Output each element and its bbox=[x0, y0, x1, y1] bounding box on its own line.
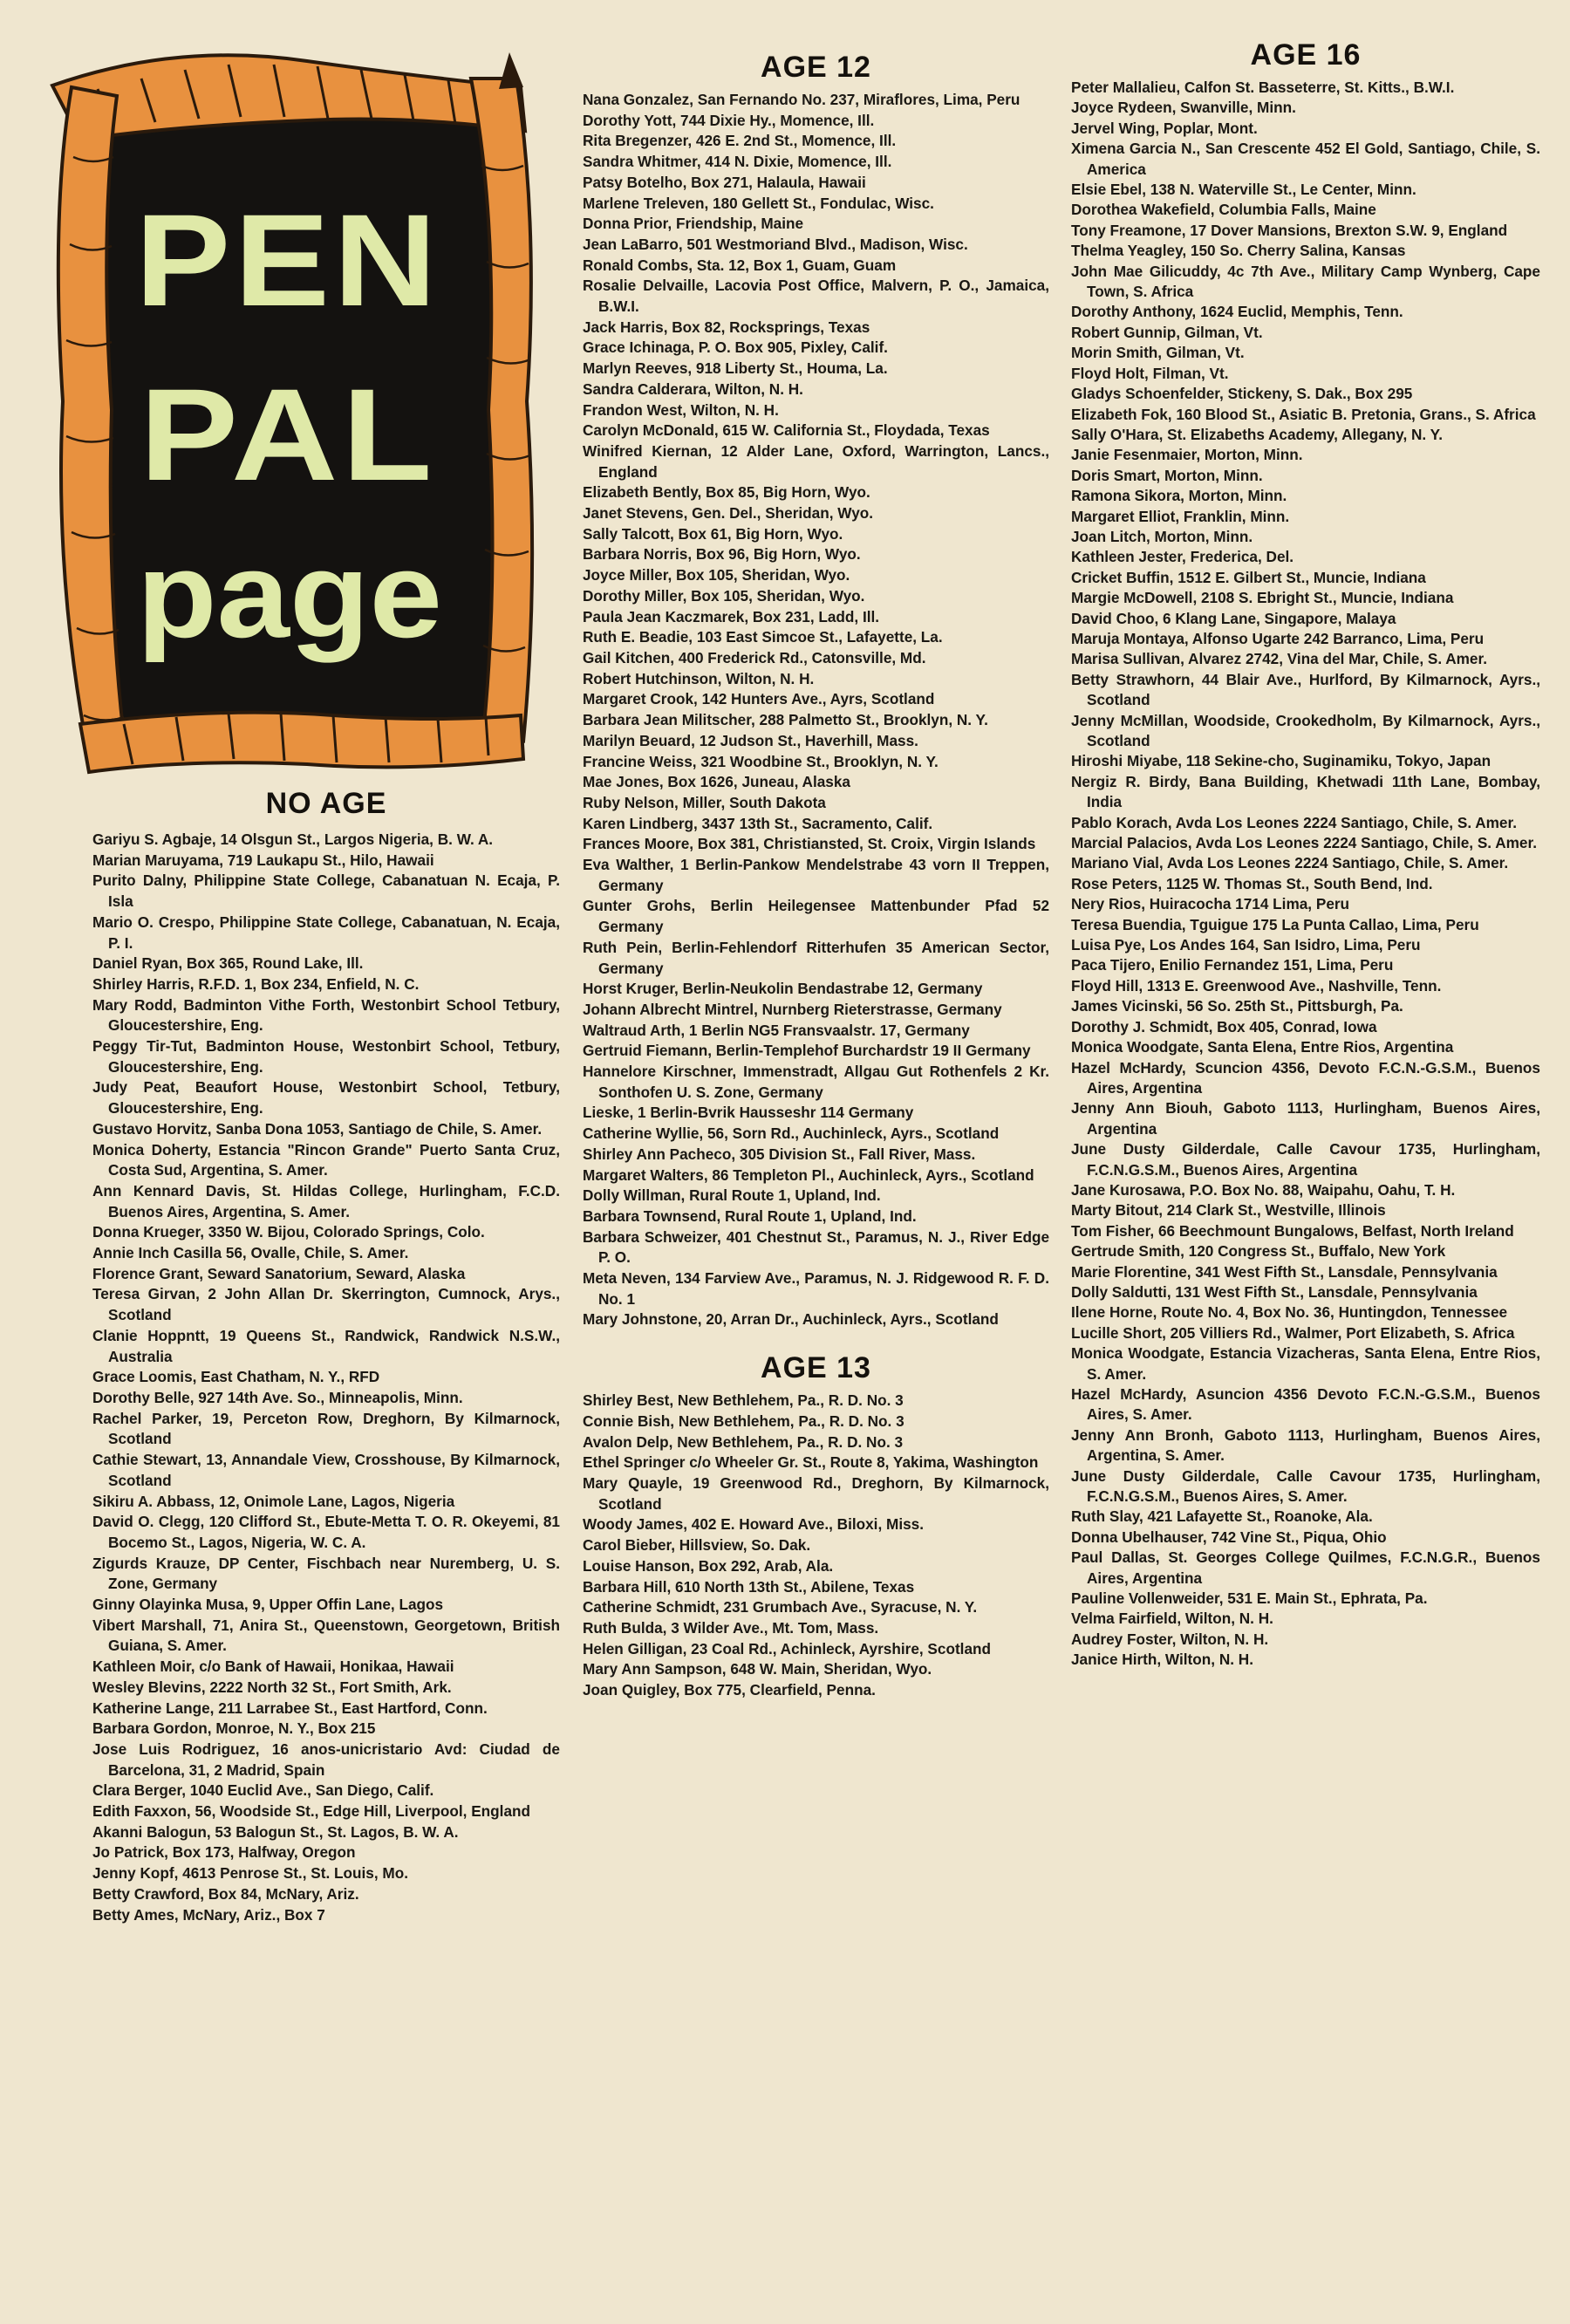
pen-pal-entry: Barbara Hill, 610 North 13th St., Abilene, Texas bbox=[583, 1577, 915, 1596]
pen-pal-entry: Margaret Walters, 86 Templeton Pl., Auchinleck, Ayrs., Scotland bbox=[583, 1165, 1034, 1184]
age-16-heading: AGE 16 bbox=[1250, 38, 1362, 72]
pen-pal-entry: Marcial Palacios, Avda Los Leones 2224 Santiago, Chile, S. Amer. bbox=[1071, 834, 1537, 852]
pen-pal-entry: Jean LaBarro, 501 Westmoriand Blvd., Madison, Wisc. bbox=[583, 235, 968, 253]
pen-pal-entry: Jervel Wing, Poplar, Mont. bbox=[1071, 119, 1258, 137]
pen-pal-entry: Teresa Girvan, 2 John Allan Dr. Skerrington, Cumnock, Arys., Scotland bbox=[92, 1285, 560, 1324]
pen-pal-entry: Sandra Whitmer, 414 N. Dixie, Momence, Ill. bbox=[583, 153, 892, 171]
pen-pal-entry: Rachel Parker, 19, Perceton Row, Dreghorn, By Kilmarnock, Scotland bbox=[92, 1409, 560, 1448]
pen-pal-entry: Katherine Lange, 211 Larrabee St., East Hartford, Conn. bbox=[92, 1699, 488, 1717]
pen-pal-entry: Mary Johnstone, 20, Arran Dr., Auchinleck, Ayrs., Scotland bbox=[583, 1310, 999, 1329]
pen-pal-entry: Clara Berger, 1040 Euclid Ave., San Diego, Calif. bbox=[92, 1781, 434, 1800]
pen-pal-entry: Marian Maruyama, 719 Laukapu St., Hilo, Hawaii bbox=[92, 851, 434, 869]
pen-pal-entry: Ruth E. Beadie, 103 East Simcoe St., Lafayette, La. bbox=[583, 628, 943, 646]
pen-pal-entry: Ronald Combs, Sta. 12, Box 1, Guam, Guam bbox=[583, 256, 897, 274]
pen-pal-entry: Kathleen Jester, Frederica, Del. bbox=[1071, 548, 1294, 566]
pen-pal-entry: Sandra Calderara, Wilton, N. H. bbox=[583, 379, 803, 398]
pen-pal-entry: Betty Crawford, Box 84, McNary, Ariz. bbox=[92, 1884, 359, 1903]
pen-pal-entry: Tony Freamone, 17 Dover Mansions, Brexton S.W. 9, England bbox=[1071, 221, 1508, 239]
pen-pal-entry: Paul Dallas, St. Georges College Quilmes, F.C.N.G.R., Buenos Aires, Argentina bbox=[1071, 1548, 1540, 1587]
pen-pal-entry: Hazel McHardy, Scuncion 4356, Devoto F.C.N.-G.S.M., Buenos Aires, Argentina bbox=[1071, 1058, 1540, 1097]
age-13-list bbox=[583, 1391, 1049, 1701]
pen-pal-entry: Mary Rodd, Badminton Vithe Forth, Westonbirt School Tetbury, Gloucestershire, Eng. bbox=[92, 995, 560, 1035]
pen-pal-entry: Maruja Montaya, Alfonso Ugarte 242 Barranco, Lima, Peru bbox=[1071, 629, 1485, 647]
pen-pal-entry: Ximena Garcia N., San Crescente 452 El Gold, Santiago, Chile, S. America bbox=[1071, 140, 1540, 178]
pen-pal-entry: Akanni Balogun, 53 Balogun St., St. Lagos, B. W. A. bbox=[92, 1822, 459, 1841]
pen-pal-entry: Peggy Tir-Tut, Badminton House, Westonbirt School, Tetbury, Gloucestershire, Eng. bbox=[92, 1037, 560, 1076]
pen-pal-entry: Velma Fairfield, Wilton, N. H. bbox=[1071, 1610, 1273, 1628]
pen-pal-entry: Mariano Vial, Avda Los Leones 2224 Santiago, Chile, S. Amer. bbox=[1071, 854, 1509, 872]
age-16-section bbox=[1071, 38, 1540, 1671]
pen-pal-entry: Pablo Korach, Avda Los Leones 2224 Santiago, Chile, S. Amer. bbox=[1071, 813, 1517, 831]
pen-pal-entry: Dorothy Yott, 744 Dixie Hy., Momence, Ill. bbox=[583, 111, 875, 129]
pen-pal-entry: Ginny Olayinka Musa, 9, Upper Offin Lane, Lagos bbox=[92, 1596, 444, 1614]
age-12-13-column bbox=[583, 51, 1049, 1701]
pen-pal-entry: Avalon Delp, New Bethlehem, Pa., R. D. No. 3 bbox=[583, 1432, 904, 1451]
pen-pal-entry: Ramona Sikora, Morton, Minn. bbox=[1071, 487, 1287, 505]
pen-pal-entry: Barbara Schweizer, 401 Chestnut St., Paramus, N. J., River Edge P. O. bbox=[583, 1227, 1049, 1267]
pen-pal-entry: Florence Grant, Seward Sanatorium, Seward, Alaska bbox=[92, 1264, 466, 1282]
pen-pal-entry: Grace Ichinaga, P. O. Box 905, Pixley, Calif. bbox=[583, 338, 888, 357]
pen-pal-entry: Joyce Miller, Box 105, Sheridan, Wyo. bbox=[583, 566, 850, 584]
pen-pal-entry: Frances Moore, Box 381, Christiansted, St. Croix, Virgin Islands bbox=[583, 835, 1036, 853]
pen-pal-entry: Monica Woodgate, Santa Elena, Entre Rios, Argentina bbox=[1071, 1038, 1454, 1056]
age-12-heading: AGE 12 bbox=[761, 51, 871, 84]
pen-pal-entry: Teresa Buendia, Tguigue 175 La Punta Callao, Lima, Peru bbox=[1071, 915, 1479, 933]
pen-pal-entry: Woody James, 402 E. Howard Ave., Biloxi, Miss. bbox=[583, 1515, 924, 1534]
pen-pal-entry: Ann Kennard Davis, St. Hildas College, Hurlingham, F.C.D. Buenos Aires, Argentina, S. Amer. bbox=[92, 1181, 560, 1220]
pen-pal-entry: Cathie Stewart, 13, Annandale View, Crosshouse, By Kilmarnock, Scotland bbox=[92, 1451, 560, 1489]
pen-pal-entry: June Dusty Gilderdale, Calle Cavour 1735, Hurlingham, F.C.N.G.S.M., Buenos Aires, Argentina bbox=[1071, 1140, 1540, 1179]
pen-pal-entry: Shirley Best, New Bethlehem, Pa., R. D. No. 3 bbox=[583, 1391, 904, 1410]
no-age-list bbox=[92, 830, 560, 1925]
pen-pal-entry: Joan Litch, Morton, Minn. bbox=[1071, 527, 1253, 545]
pen-pal-entry: Margaret Elliot, Franklin, Minn. bbox=[1071, 507, 1290, 525]
pen-pal-entry: Nana Gonzalez, San Fernando No. 237, Miraflores, Lima, Peru bbox=[583, 91, 1020, 108]
pen-pal-entry: Vibert Marshall, 71, Anira St., Queenstown, Georgetown, British Guiana, S. Amer. bbox=[92, 1616, 560, 1655]
pen-pal-entry: Luisa Pye, Los Andes 164, San Isidro, Lima, Peru bbox=[1071, 936, 1421, 954]
pen-pal-entry: Rose Peters, 1125 W. Thomas St., South Bend, Ind. bbox=[1071, 874, 1433, 892]
pen-pal-entry: Ruth Pein, Berlin-Fehlendorf Ritterhufen 35 American Sector, Germany bbox=[583, 938, 1049, 977]
pen-pal-entry: Margie McDowell, 2108 S. Ebright St., Muncie, Indiana bbox=[1071, 589, 1454, 607]
pen-pal-entry: Eva Walther, 1 Berlin-Pankow Mendelstrabe 43 vorn II Treppen, Germany bbox=[583, 856, 1049, 894]
pen-pal-entry: Jenny Ann Biouh, Gaboto 1113, Hurlingham, Buenos Aires, Argentina bbox=[1071, 1099, 1540, 1138]
pen-pal-entry: Sally Talcott, Box 61, Big Horn, Wyo. bbox=[583, 524, 843, 543]
pen-pal-entry: Jose Luis Rodriguez, 16 anos-unicristario Avd: Ciudad de Barcelona, 31, 2 Madrid, Spain bbox=[92, 1740, 560, 1779]
pen-pal-entry: Janet Stevens, Gen. Del., Sheridan, Wyo. bbox=[583, 504, 874, 523]
pen-pal-entry: Barbara Norris, Box 96, Big Horn, Wyo. bbox=[583, 545, 861, 564]
pen-pal-entry: Waltraud Arth, 1 Berlin NG5 Fransvaalstr. 17, Germany bbox=[583, 1021, 970, 1039]
pen-pal-entry: Gail Kitchen, 400 Frederick Rd., Catonsville, Md. bbox=[583, 648, 926, 666]
pen-pal-entry: Zigurds Krauze, DP Center, Fischbach near Nuremberg, U. S. Zone, Germany bbox=[92, 1554, 560, 1593]
pen-pal-entry: Gladys Schoenfelder, Stickeny, S. Dak., Box 295 bbox=[1071, 385, 1413, 403]
pen-pal-entry: Janice Hirth, Wilton, N. H. bbox=[1071, 1651, 1253, 1669]
pen-pal-entry: Marisa Sullivan, Alvarez 2742, Vina del Mar, Chile, S. Amer. bbox=[1071, 650, 1488, 668]
pen-pal-entry: Jane Kurosawa, P.O. Box No. 88, Waipahu, Oahu, T. H. bbox=[1071, 1180, 1456, 1199]
pen-pal-entry: June Dusty Gilderdale, Calle Cavour 1735, Hurlingham, F.C.N.G.S.M., Buenos Aires, S. Amer. bbox=[1071, 1466, 1540, 1506]
pen-pal-entry: Edith Faxxon, 56, Woodside St., Edge Hill, Liverpool, England bbox=[92, 1802, 530, 1821]
pen-pal-entry: Nery Rios, Huiracocha 1714 Lima, Peru bbox=[1071, 895, 1350, 913]
pen-pal-entry: Grace Loomis, East Chatham, N. Y., RFD bbox=[92, 1368, 380, 1386]
pen-pal-entry: Marty Bitout, 214 Clark St., Westville, Illinois bbox=[1071, 1201, 1386, 1220]
pen-pal-entry: Tom Fisher, 66 Beechmount Bungalows, Belfast, North Ireland bbox=[1071, 1221, 1514, 1240]
pen-pal-entry: Kathleen Moir, c/o Bank of Hawaii, Honikaa, Hawaii bbox=[92, 1658, 454, 1676]
pen-pal-entry: Audrey Foster, Wilton, N. H. bbox=[1071, 1630, 1269, 1648]
pen-pal-entry: Paula Jean Kaczmarek, Box 231, Ladd, Ill. bbox=[583, 607, 880, 625]
pen-pal-entry: Gunter Grohs, Berlin Heilegensee Mattenbunder Pfad 52 Germany bbox=[583, 897, 1049, 936]
pen-pal-entry: Patsy Botelho, Box 271, Halaula, Hawaii bbox=[583, 173, 866, 191]
pen-pal-entry: Hannelore Kirschner, Immenstradt, Allgau Gut Rothenfels 2 Kr. Sonthofen U. S. Zone, Germany bbox=[583, 1063, 1049, 1101]
pen-pal-entry: Robert Hutchinson, Wilton, N. H. bbox=[583, 669, 815, 687]
pen-pal-entry: Sikiru A. Abbass, 12, Onimole Lane, Lagos, Nigeria bbox=[92, 1492, 455, 1510]
pen-pal-entry: James Vicinski, 56 So. 25th St., Pittsburgh, Pa. bbox=[1071, 997, 1403, 1015]
pen-pal-entry: Sally O'Hara, St. Elizabeths Academy, Allegany, N. Y. bbox=[1071, 425, 1443, 443]
pen-pal-entry: Joyce Rydeen, Swanville, Minn. bbox=[1071, 99, 1296, 117]
pen-pal-entry: Winifred Kiernan, 12 Alder Lane, Oxford, Warrington, Lancs., England bbox=[583, 441, 1049, 481]
pen-pal-entry: Jenny McMillan, Woodside, Crookedholm, By Kilmarnock, Ayrs., Scotland bbox=[1071, 711, 1540, 749]
logo-line1: PEN bbox=[135, 187, 440, 333]
pen-pal-entry: Floyd Hill, 1313 E. Greenwood Ave., Nashville, Tenn. bbox=[1071, 976, 1442, 995]
pen-pal-entry: Clanie Hoppntt, 19 Queens St., Randwick, Randwick N.S.W., Australia bbox=[92, 1326, 560, 1365]
pen-pal-entry: Hazel McHardy, Asuncion 4356 Devoto F.C.N.-G.S.M., Buenos Aires, S. Amer. bbox=[1071, 1385, 1540, 1424]
pen-pal-entry: Barbara Townsend, Rural Route 1, Upland, Ind. bbox=[583, 1206, 917, 1225]
pen-pal-entry: Dorothy Anthony, 1624 Euclid, Memphis, Tenn. bbox=[1071, 303, 1403, 321]
pen-pal-entry: Donna Ubelhauser, 742 Vine St., Piqua, Ohio bbox=[1071, 1528, 1387, 1546]
pen-pal-entry: Carol Bieber, Hillsview, So. Dak. bbox=[583, 1536, 811, 1555]
pen-pal-entry: Mary Quayle, 19 Greenwood Rd., Dreghorn, By Kilmarnock, Scotland bbox=[583, 1474, 1049, 1513]
pen-pal-entry: Marlyn Reeves, 918 Liberty St., Houma, La. bbox=[583, 359, 888, 378]
pen-pal-entry: Gertrude Smith, 120 Congress St., Buffalo, New York bbox=[1071, 1242, 1446, 1261]
pen-pal-entry: Frandon West, Wilton, N. H. bbox=[583, 400, 779, 419]
logo-line3: page bbox=[137, 526, 442, 663]
pen-pal-entry: Morin Smith, Gilman, Vt. bbox=[1071, 344, 1245, 362]
pen-pal-entry: Judy Peat, Beaufort House, Westonbirt School, Tetbury, Gloucestershire, Eng. bbox=[92, 1078, 560, 1118]
pen-pal-entry: Donna Prior, Friendship, Maine bbox=[583, 215, 804, 233]
pen-pal-entry: Betty Ames, McNary, Ariz., Box 7 bbox=[92, 1905, 325, 1924]
pen-pal-entry: Meta Neven, 134 Farview Ave., Paramus, N. J. Ridgewood R. F. D. No. 1 bbox=[583, 1269, 1049, 1308]
pen-pal-entry: Barbara Jean Militscher, 288 Palmetto St., Brooklyn, N. Y. bbox=[583, 711, 988, 729]
pen-pal-entry: Mario O. Crespo, Philippine State College, Cabanatuan, N. Ecaja, P. I. bbox=[92, 913, 560, 952]
pen-pal-entry: Francine Weiss, 321 Woodbine St., Brooklyn, N. Y. bbox=[583, 752, 939, 770]
pen-pal-entry: Thelma Yeagley, 150 So. Cherry Salina, Kansas bbox=[1071, 242, 1406, 260]
pen-pal-entry: Marlene Treleven, 180 Gellett St., Fondulac, Wisc. bbox=[583, 194, 934, 212]
age-16-list bbox=[1071, 78, 1540, 1671]
pen-pal-entry: Monica Doherty, Estancia "Rincon Grande" Puerto Santa Cruz, Costa Sud, Argentina, S. Amer. bbox=[92, 1140, 560, 1179]
pen-pal-entry: Donna Krueger, 3350 W. Bijou, Colorado Springs, Colo. bbox=[92, 1223, 485, 1241]
pen-pal-entry: Jenny Kopf, 4613 Penrose St., St. Louis, Mo. bbox=[92, 1864, 408, 1883]
age-13-heading: AGE 13 bbox=[761, 1351, 871, 1385]
pen-pal-entry: Rosalie Delvaille, Lacovia Post Office, Malvern, P. O., Jamaica, B.W.I. bbox=[583, 277, 1049, 316]
pen-pal-entry: Paca Tijero, Enilio Fernandez 151, Lima, Peru bbox=[1071, 956, 1394, 974]
pen-pal-entry: Dolly Saldutti, 131 West Fifth St., Lansdale, Pennsylvania bbox=[1071, 1282, 1478, 1301]
pen-pal-entry: Rita Bregenzer, 426 E. 2nd St., Momence, Ill. bbox=[583, 132, 897, 150]
pen-pal-entry: Purito Dalny, Philippine State College, Cabanatuan N. Ecaja, P. Isla bbox=[92, 872, 560, 911]
pen-pal-entry: Barbara Gordon, Monroe, N. Y., Box 215 bbox=[92, 1719, 376, 1738]
pen-pal-entry: Connie Bish, New Bethlehem, Pa., R. D. No. 3 bbox=[583, 1411, 904, 1430]
pen-pal-entry: Louise Hanson, Box 292, Arab, Ala. bbox=[583, 1556, 834, 1575]
pen-pal-entry: Mae Jones, Box 1626, Juneau, Alaska bbox=[583, 773, 850, 791]
pen-pal-entry: Annie Inch Casilla 56, Ovalle, Chile, S. Amer. bbox=[92, 1244, 409, 1262]
pen-pal-entry: Gustavo Horvitz, Sanba Dona 1053, Santiago de Chile, S. Amer. bbox=[92, 1119, 543, 1138]
pen-pal-entry: Marie Florentine, 341 West Fifth St., Lansdale, Pennsylvania bbox=[1071, 1262, 1498, 1281]
pen-pal-entry: Shirley Ann Pacheco, 305 Division St., Fall River, Mass. bbox=[583, 1145, 976, 1163]
pen-pal-entry: Ruth Bulda, 3 Wilder Ave., Mt. Tom, Mass. bbox=[583, 1618, 879, 1637]
pen-pal-entry: Ethel Springer c/o Wheeler Gr. St., Route 8, Yakima, Washington bbox=[583, 1453, 1039, 1472]
pen-pal-entry: Pauline Vollenweider, 531 E. Main St., Ephrata, Pa. bbox=[1071, 1589, 1428, 1608]
no-age-section bbox=[92, 787, 560, 1925]
pen-pal-entry: Ruby Nelson, Miller, South Dakota bbox=[583, 793, 826, 811]
age-12-list bbox=[583, 90, 1049, 1330]
pen-pal-entry: Horst Kruger, Berlin-Neukolin Bendastrabe 12, Germany bbox=[583, 980, 983, 998]
pen-pal-entry: John Mae Gilicuddy, 4c 7th Ave., Military Camp Wynberg, Cape Town, S. Africa bbox=[1071, 262, 1540, 301]
logo-line2: PAL bbox=[140, 361, 436, 508]
pen-pal-entry: Betty Strawhorn, 44 Blair Ave., Hurlford, By Kilmarnock, Ayrs., Scotland bbox=[1071, 670, 1540, 709]
pen-pal-entry: Elizabeth Bently, Box 85, Big Horn, Wyo. bbox=[583, 483, 870, 502]
pen-pal-entry: Cricket Buffin, 1512 E. Gilbert St., Muncie, Indiana bbox=[1071, 568, 1426, 586]
pen-pal-entry: David Choo, 6 Klang Lane, Singapore, Malaya bbox=[1071, 609, 1396, 627]
pen-pal-entry: Peter Mallalieu, Calfon St. Basseterre, St. Kitts., B.W.I. bbox=[1071, 79, 1455, 96]
pen-pal-entry: Mary Ann Sampson, 648 W. Main, Sheridan, Wyo. bbox=[583, 1660, 932, 1678]
pen-pal-entry: Dorothy Belle, 927 14th Ave. So., Minneapolis, Minn. bbox=[92, 1388, 463, 1406]
pen-pal-entry: Gariyu S. Agbaje, 14 Olsgun St., Largos Nigeria, B. W. A. bbox=[92, 830, 494, 848]
pen-pal-entry: Ilene Horne, Route No. 4, Box No. 36, Huntingdon, Tennessee bbox=[1071, 1303, 1508, 1322]
no-age-heading: NO AGE bbox=[265, 787, 387, 820]
pen-pal-entry: Jack Harris, Box 82, Rocksprings, Texas bbox=[583, 318, 870, 336]
pen-pal-entry: Helen Gilligan, 23 Coal Rd., Achinleck, Ayrshire, Scotland bbox=[583, 1639, 992, 1658]
pen-pal-entry: Lucille Short, 205 Villiers Rd., Walmer, Port Elizabeth, S. Africa bbox=[1071, 1323, 1515, 1342]
pen-pal-entry: Carolyn McDonald, 615 W. California St., Floydada, Texas bbox=[583, 421, 990, 440]
pen-pal-entry: Monica Woodgate, Estancia Vizacheras, Santa Elena, Entre Rios, S. Amer. bbox=[1071, 1344, 1540, 1383]
pen-pal-entry: Daniel Ryan, Box 365, Round Lake, Ill. bbox=[92, 954, 364, 973]
pen-pal-entry: Floyd Holt, Filman, Vt. bbox=[1071, 364, 1229, 382]
pen-pal-entry: Shirley Harris, R.F.D. 1, Box 234, Enfield, N. C. bbox=[92, 974, 420, 993]
pen-pal-entry: Dolly Willman, Rural Route 1, Upland, Ind. bbox=[583, 1186, 881, 1205]
pen-pal-entry: Marilyn Beuard, 12 Judson St., Haverhill, Mass. bbox=[583, 731, 918, 749]
pen-pal-entry: Doris Smart, Morton, Minn. bbox=[1071, 466, 1263, 484]
pen-pal-entry: Karen Lindberg, 3437 13th St., Sacramento, Calif. bbox=[583, 814, 933, 832]
pen-pal-entry: Catherine Wyllie, 56, Sorn Rd., Auchinleck, Ayrs., Scotland bbox=[583, 1124, 1000, 1143]
pen-pal-entry: Robert Gunnip, Gilman, Vt. bbox=[1071, 323, 1263, 341]
pen-pal-entry: Dorothy J. Schmidt, Box 405, Conrad, Iowa bbox=[1071, 1017, 1377, 1036]
pen-pal-page-logo bbox=[45, 35, 541, 775]
pen-pal-entry: David O. Clegg, 120 Clifford St., Ebute-Metta T. O. R. Okeyemi, 81 Bocemo St., Lagos, Nigeria, W. C. A. bbox=[92, 1513, 560, 1551]
pen-pal-entry: Dorothea Wakefield, Columbia Falls, Maine bbox=[1071, 201, 1376, 219]
pen-pal-entry: Ruth Slay, 421 Lafayette St., Roanoke, Ala. bbox=[1071, 1507, 1373, 1526]
pen-pal-entry: Hiroshi Miyabe, 118 Sekine-cho, Suginamiku, Tokyo, Japan bbox=[1071, 752, 1492, 770]
pen-pal-entry: Joan Quigley, Box 775, Clearfield, Penna. bbox=[583, 1681, 876, 1699]
pen-pal-entry: Dorothy Miller, Box 105, Sheridan, Wyo. bbox=[583, 586, 865, 605]
pen-pal-entry: Margaret Crook, 142 Hunters Ave., Ayrs, Scotland bbox=[583, 690, 935, 708]
pen-pal-entry: Janie Fesenmaier, Morton, Minn. bbox=[1071, 446, 1303, 464]
pen-pal-entry: Johann Albrecht Mintrel, Nurnberg Rieterstrasse, Germany bbox=[583, 1000, 1002, 1018]
pen-pal-entry: Lieske, 1 Berlin-Bvrik Hausseshr 114 Germany bbox=[583, 1104, 914, 1122]
pen-pal-entry: Elizabeth Fok, 160 Blood St., Asiatic B. Pretonia, Grans., S. Africa bbox=[1071, 405, 1536, 423]
pen-pal-entry: Catherine Schmidt, 231 Grumbach Ave., Syracuse, N. Y. bbox=[583, 1598, 978, 1617]
pen-pal-entry: Jo Patrick, Box 173, Halfway, Oregon bbox=[92, 1843, 356, 1862]
pen-pal-entry: Jenny Ann Bronh, Gaboto 1113, Hurlingham, Buenos Aires, Argentina, S. Amer. bbox=[1071, 1425, 1540, 1465]
pen-pal-entry: Nergiz R. Birdy, Bana Building, Khetwadi 11th Lane, Bombay, India bbox=[1071, 772, 1540, 811]
pen-pal-entry: Gertruid Fiemann, Berlin-Templehof Burchardstr 19 II Germany bbox=[583, 1042, 1031, 1060]
pen-pal-entry: Wesley Blevins, 2222 North 32 St., Fort Smith, Ark. bbox=[92, 1678, 452, 1696]
pen-pal-entry: Elsie Ebel, 138 N. Waterville St., Le Center, Minn. bbox=[1071, 181, 1416, 199]
